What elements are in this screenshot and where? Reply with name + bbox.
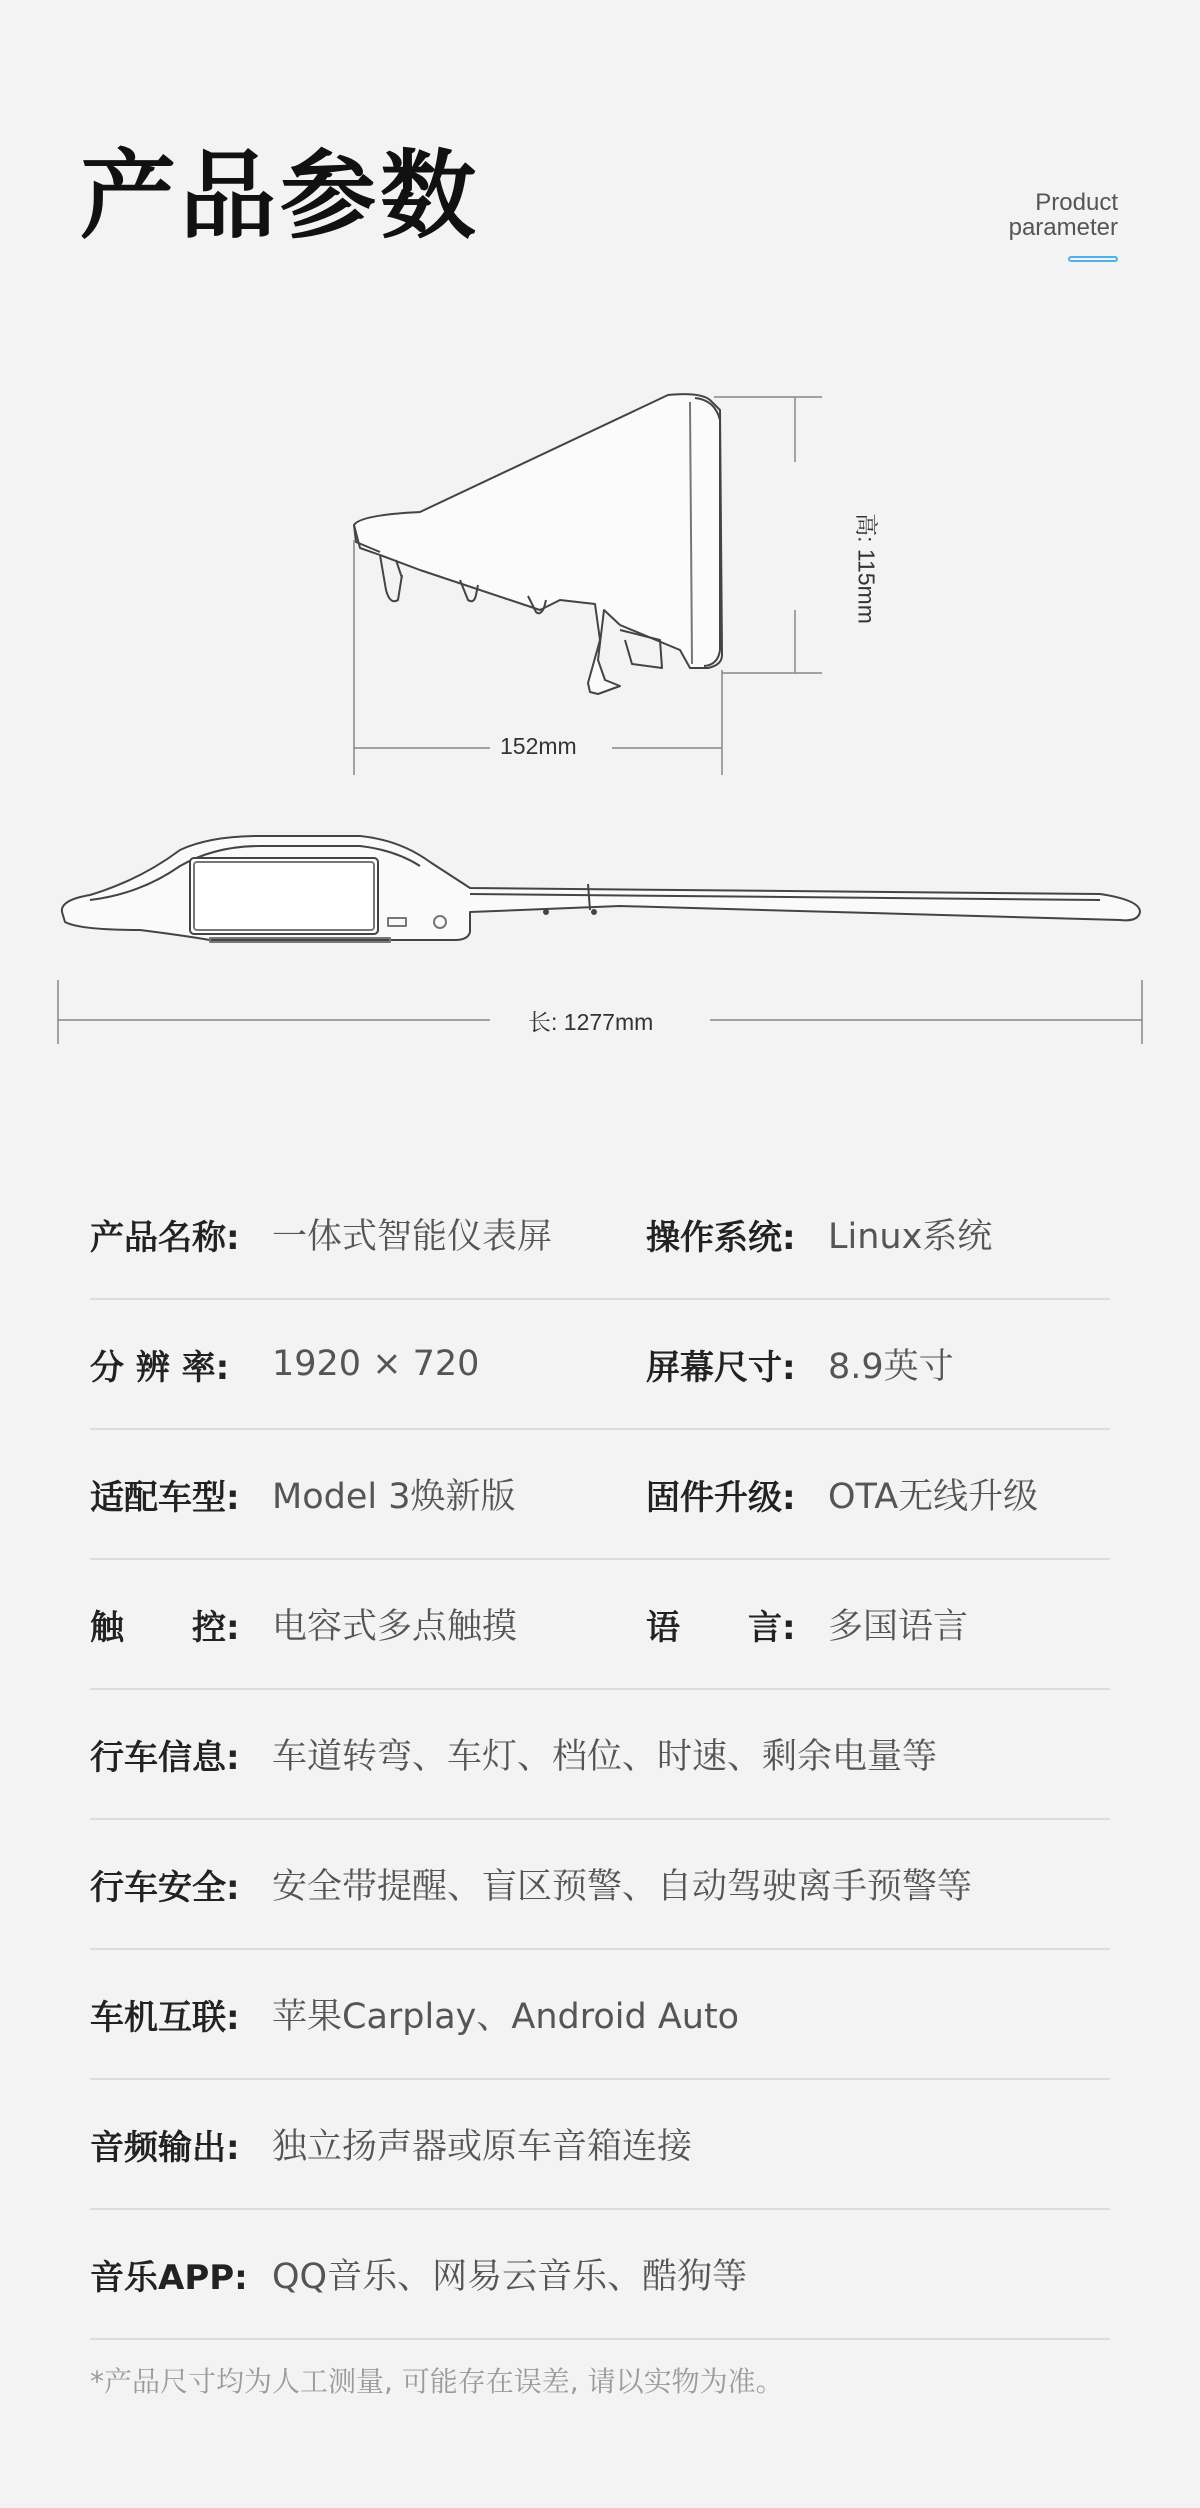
footnote: *产品尺寸均为人工测量, 可能存在误差, 请以实物为准。	[90, 2365, 784, 2398]
spec-key: 操作系统:	[646, 1217, 796, 1258]
length-dimension-label: 长: 1277mm	[528, 1009, 654, 1035]
spec-row	[90, 1820, 1110, 1950]
spec-value: 电容式多点触摸	[272, 1607, 518, 1647]
spec-value: 8.9英寸	[828, 1347, 954, 1387]
spec-key: 语 言:	[646, 1607, 796, 1648]
spec-key: 屏幕尺寸:	[646, 1347, 796, 1388]
spec-row	[90, 1560, 1110, 1690]
spec-row	[90, 1950, 1110, 2080]
spec-value: 1920 × 720	[272, 1344, 480, 1384]
spec-value: 安全带提醒、盲区预警、自动驾驶离手预警等	[272, 1867, 973, 1907]
spec-value: 车道转弯、车灯、档位、时速、剩余电量等	[272, 1737, 938, 1777]
spec-value: QQ音乐、网易云音乐、酷狗等	[272, 2257, 748, 2297]
spec-value: Model 3焕新版	[272, 1477, 516, 1517]
spec-row	[90, 1300, 1110, 1430]
spec-key: 固件升级:	[646, 1477, 796, 1518]
spec-key: 音乐APP:	[90, 2257, 248, 2298]
spec-value: 多国语言	[828, 1607, 969, 1647]
subtitle-line-1: Product	[1035, 189, 1118, 216]
spec-row	[90, 2210, 1110, 2340]
top-view-illustration	[62, 836, 1140, 942]
product-drawing	[0, 0, 1200, 1080]
spec-key: 触 控:	[90, 1607, 240, 1648]
spec-key: 产品名称:	[90, 1217, 240, 1258]
spec-key: 音频输出:	[90, 2127, 240, 2168]
height-dimension-label: 高: 115mm	[853, 513, 880, 624]
subtitle-line-2: parameter	[1008, 214, 1118, 241]
spec-value: OTA无线升级	[828, 1477, 1039, 1517]
spec-row	[90, 2080, 1110, 2210]
spec-value: Linux系统	[828, 1217, 993, 1257]
width-dimension-label: 152mm	[500, 733, 577, 759]
side-view-illustration	[354, 394, 722, 694]
spec-value: 一体式智能仪表屏	[272, 1217, 553, 1257]
spec-table	[90, 1170, 1110, 2340]
spec-row	[90, 1690, 1110, 1820]
height-dimension-lines	[714, 397, 822, 673]
spec-key: 行车安全:	[90, 1867, 240, 1908]
spec-value: 独立扬声器或原车音箱连接	[272, 2127, 693, 2167]
page-title: 产品参数	[80, 140, 480, 252]
spec-key: 车机互联:	[90, 1997, 240, 2038]
spec-value: 苹果Carplay、Android Auto	[272, 1997, 740, 2037]
spec-row	[90, 1430, 1110, 1560]
spec-key: 适配车型:	[90, 1477, 240, 1518]
spec-key: 行车信息:	[90, 1737, 240, 1778]
spec-row	[90, 1170, 1110, 1300]
spec-key: 分 辨 率:	[90, 1347, 230, 1388]
